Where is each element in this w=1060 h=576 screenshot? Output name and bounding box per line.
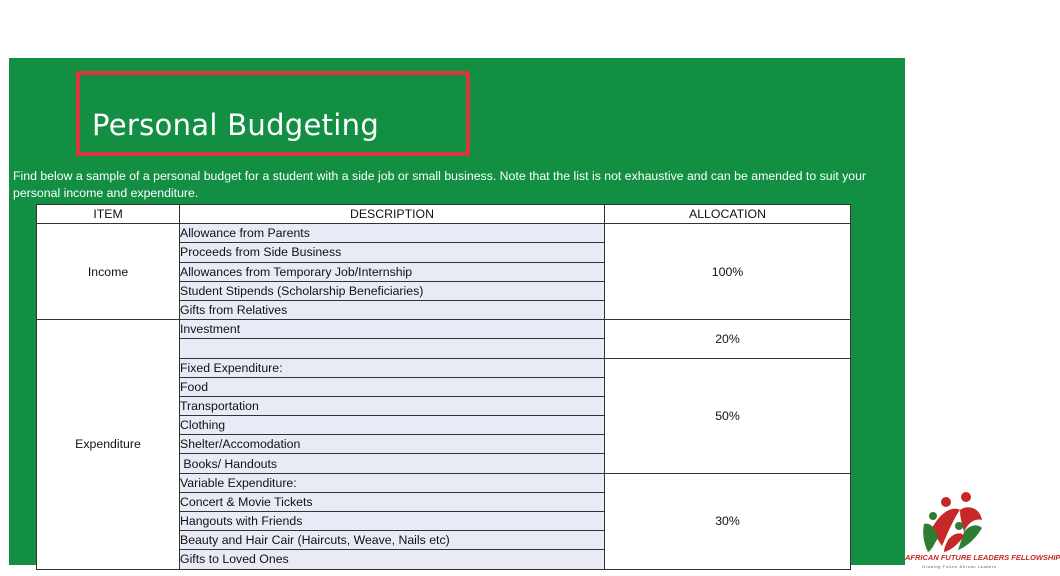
header-description: DESCRIPTION [180,205,605,224]
allocation-investment: 20% [605,320,851,358]
description-cell: Food [180,377,605,396]
description-cell: Hangouts with Friends [180,512,605,531]
intro-text: Find below a sample of a personal budget for a student with a side job or small business. Note that the list is not exhaustive and can be amended to suit your personal income and expenditure. [13,169,867,200]
description-cell [180,339,605,358]
description-cell: Beauty and Hair Cair (Haircuts, Weave, Nails etc) [180,531,605,550]
description-cell: Clothing [180,416,605,435]
description-cell: Books/ Handouts [180,454,605,473]
allocation-fixed: 50% [605,358,851,473]
table-row [37,320,851,339]
description-cell: Proceeds from Side Business [180,243,605,262]
description-cell: Shelter/Accomodation [180,435,605,454]
budget-table [36,204,851,570]
description-cell: Fixed Expenditure: [180,358,605,377]
logo-tagline: Growing Future African Leaders [922,564,997,569]
description-cell: Gifts from Relatives [180,300,605,319]
allocation-variable: 30% [605,473,851,569]
header-allocation: ALLOCATION [605,205,851,224]
item-expenditure: Expenditure [37,320,180,569]
description-cell: Variable Expenditure: [180,473,605,492]
logo-wordmark: AFRICAN FUTURE LEADERS FELLOWSHIP [905,553,1060,562]
description-cell: Gifts to Loved Ones [180,550,605,569]
page-title: Personal Budgeting [92,108,380,142]
description-cell: Concert & Movie Tickets [180,492,605,511]
description-cell: Transportation [180,396,605,415]
description-cell: Student Stipends (Scholarship Beneficiaries) [180,281,605,300]
table-row [37,224,851,243]
description-cell: Investment [180,320,605,339]
description-cell: Allowances from Temporary Job/Internship [180,262,605,281]
item-income: Income [37,224,180,320]
allocation-income: 100% [605,224,851,320]
description-cell: Allowance from Parents [180,224,605,243]
table-header-row [37,205,851,224]
header-item: ITEM [37,205,180,224]
